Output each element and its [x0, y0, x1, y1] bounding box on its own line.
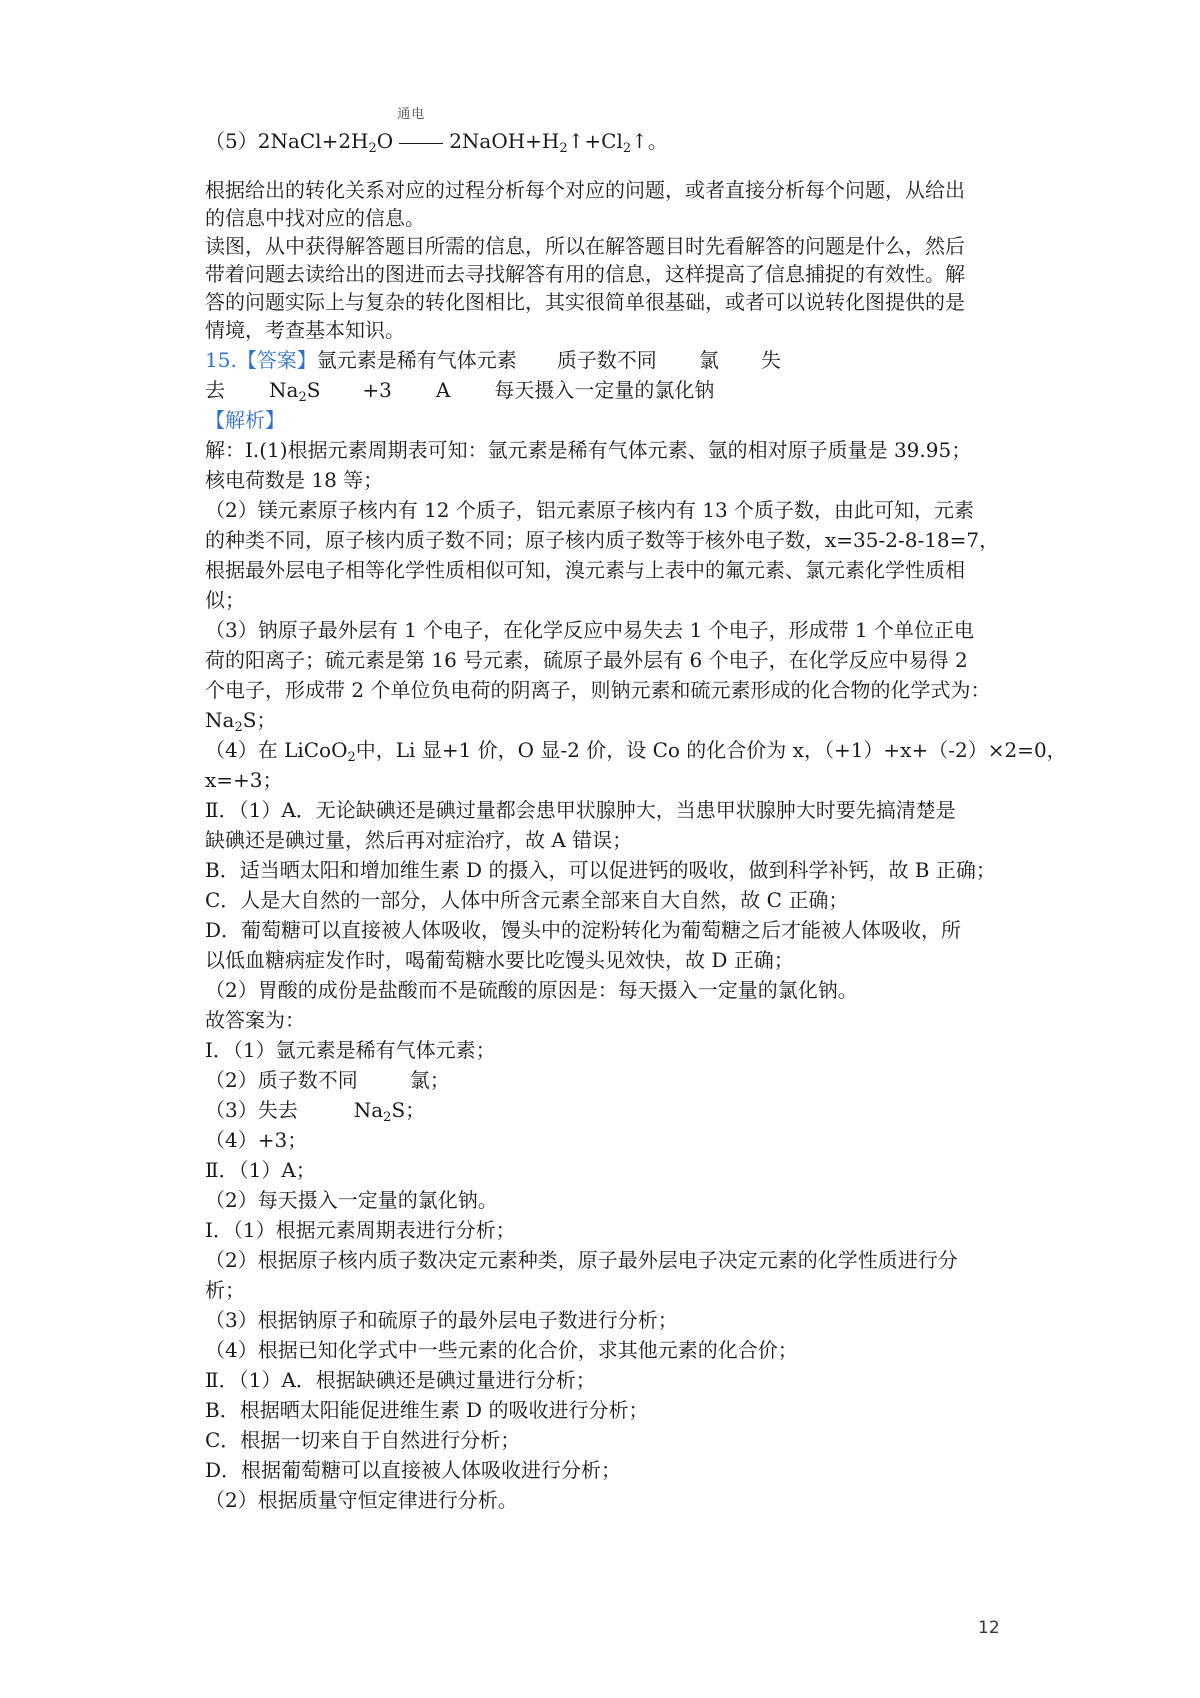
formula-text: S；: [242, 708, 277, 732]
answer-item: 氯；: [409, 1068, 450, 1092]
subscript: 2: [347, 750, 356, 765]
formula-text: Na: [205, 708, 235, 732]
equation-line: [205, 107, 668, 163]
paragraph-line: 析；: [205, 1278, 245, 1302]
paragraph-line: （2）每天摄入一定量的氯化钠。: [205, 1188, 498, 1212]
condition-label: 通电: [397, 107, 426, 122]
answer-item: S: [306, 378, 321, 402]
paragraph-line: 的种类不同，原子核内质子数不同；原子核内质子数等于核外电子数，x=35-2-8-18=7，: [205, 528, 1000, 552]
paragraph-line: （4）+3；: [205, 1128, 308, 1152]
paragraph-line: x=+3；: [205, 768, 283, 792]
paragraph-line: [205, 1066, 450, 1094]
answer-line: [205, 346, 781, 374]
paragraph-line: Ⅰ．（1）氩元素是稀有气体元素；: [205, 1038, 496, 1062]
formula-text: Na: [353, 1098, 384, 1122]
paragraph-line: D．根据葡萄糖可以直接被人体吸收进行分析；: [205, 1458, 622, 1482]
paragraph-line: 根据最外层电子相等化学性质相似可知，溴元素与上表中的氟元素、氯元素化学性质相: [205, 558, 965, 582]
answer-item: 氩元素是稀有气体元素: [316, 348, 517, 372]
answer-item: A: [435, 378, 451, 402]
answer-item: 质子数不同: [556, 348, 657, 372]
paragraph-line: 解：Ⅰ.(1)根据元素周期表可知：氩元素是稀有气体元素、氩的相对原子质量是 39.95；: [205, 438, 972, 462]
paragraph-line: D．葡萄糖可以直接被人体吸收，馒头中的淀粉转化为葡萄糖之后才能被人体吸收，所: [205, 918, 962, 942]
paragraph-line: 带着问题去读给出的图进而去寻找解答有用的信息，这样提高了信息捕捉的有效性。解: [205, 262, 965, 286]
paragraph-line: 缺碘还是碘过量，然后再对症治疗，故 A 错误；: [205, 828, 633, 852]
equation-text: 2NaOH+H: [449, 129, 560, 153]
analysis-tag: 【解析】: [205, 408, 285, 432]
paragraph-line: 的信息中找对应的信息。: [205, 206, 425, 230]
paragraph-line: 核电荷数是 18 等；: [205, 468, 384, 492]
equals-sign: [399, 129, 443, 144]
paragraph-line: 以低血糖病症发作时，喝葡萄糖水要比吃馒头见效快，故 D 正确；: [205, 948, 794, 972]
paragraph-line: （2）根据质量守恒定律进行分析。: [205, 1488, 518, 1512]
subscript: 2: [383, 1110, 392, 1125]
paragraph-line: 情境，考查基本知识。: [205, 318, 405, 342]
paragraph-line: 读图，从中获得解答题目所需的信息，所以在解答题目时先看解答的问题是什么，然后: [205, 234, 965, 258]
answer-tag: 【答案】: [236, 348, 317, 372]
paragraph-line: 答的问题实际上与复杂的转化图相比，其实很简单很基础，或者可以说转化图提供的是: [205, 290, 965, 314]
equation-text: O: [376, 129, 394, 153]
subscript: 2: [622, 141, 632, 156]
subscript: 2: [234, 720, 243, 735]
paragraph-line: Ⅱ．（1）A．无论缺碘还是碘过量都会患甲状腺肿大，当患甲状腺肿大时要先搞清楚是: [205, 798, 956, 822]
answer-item: 每天摄入一定量的氯化钠: [494, 378, 715, 402]
paragraph-line: C．人是大自然的一部分，人体中所含元素全部来自大自然，故 C 正确；: [205, 888, 849, 912]
subscript: 2: [368, 141, 377, 156]
paragraph-line: （2）镁元素原子核内有 12 个质子，铝元素原子核内有 13 个质子数，由此可知，元素: [205, 498, 975, 522]
subscript: 2: [298, 390, 307, 405]
question-number: 15.: [205, 348, 237, 372]
equation-text: ↑+Cl: [567, 129, 623, 153]
paragraph-line: [205, 736, 1067, 772]
paragraph-line: B．根据晒太阳能促进维生素 D 的吸收进行分析；: [205, 1398, 649, 1422]
paragraph-line: （3）钠原子最外层有 1 个电子，在化学反应中易失去 1 个电子，形成带 1 个单位正电: [205, 618, 975, 642]
answer-item: Na: [269, 378, 299, 402]
answer-item: 失: [760, 348, 781, 372]
answer-item: （3）失去: [205, 1098, 298, 1122]
subscript: 2: [559, 141, 568, 156]
equation-text: ↑。: [631, 129, 668, 153]
page-number: 12: [978, 1618, 1000, 1638]
paragraph-line: （3）根据钠原子和硫原子的最外层电子数进行分析；: [205, 1308, 678, 1332]
formula-text: 中，Li 显+1 价，O 显-2 价，设 Co 的化合价为 x，（+1）+x+（-2）×2=0，: [355, 738, 1067, 762]
answer-item: +3: [362, 378, 392, 402]
paragraph-line: （2）根据原子核内质子数决定元素种类，原子最外层电子决定元素的化学性质进行分: [205, 1248, 958, 1272]
paragraph-line: 似；: [205, 588, 245, 612]
formula-text: （4）在 LiCoO: [205, 738, 348, 762]
paragraph-line: Ⅱ．（1）A；: [205, 1158, 316, 1182]
paragraph-line: C．根据一切来自于自然进行分析；: [205, 1428, 521, 1452]
paragraph-line: 个电子，形成带 2 个单位负电荷的阴离子，则钠元素和硫元素形成的化合物的化学式为：: [205, 678, 991, 702]
equation-text: （5）2NaCl+2H: [205, 129, 369, 153]
paragraph-line: Ⅰ．（1）根据元素周期表进行分析；: [205, 1218, 516, 1242]
paragraph-line: 故答案为：: [205, 1008, 305, 1032]
formula-text: S；: [391, 1098, 426, 1122]
answer-item: 氯: [698, 348, 719, 372]
paragraph-line: （4）根据已知化学式中一些元素的化合价，求其他元素的化合价；: [205, 1338, 798, 1362]
answer-item: 去: [205, 378, 225, 402]
paragraph-line: Ⅱ．（1）A．根据缺碘还是碘过量进行分析；: [205, 1368, 596, 1392]
paragraph-line: （2）胃酸的成份是盐酸而不是硫酸的原因是：每天摄入一定量的氯化钠。: [205, 978, 858, 1002]
answer-item: （2）质子数不同: [205, 1068, 358, 1092]
paragraph-line: 荷的阳离子；硫元素是第 16 号元素，硫原子最外层有 6 个电子，在化学反应中易得 2: [205, 648, 968, 672]
paragraph-line: B．适当晒太阳和增加维生素 D 的摄入，可以促进钙的吸收，做到科学补钙，故 B 正确；: [205, 858, 996, 882]
paragraph-line: 根据给出的转化关系对应的过程分析每个对应的问题，或者直接分析每个问题，从给出: [205, 178, 965, 202]
reaction-condition: [393, 107, 449, 155]
